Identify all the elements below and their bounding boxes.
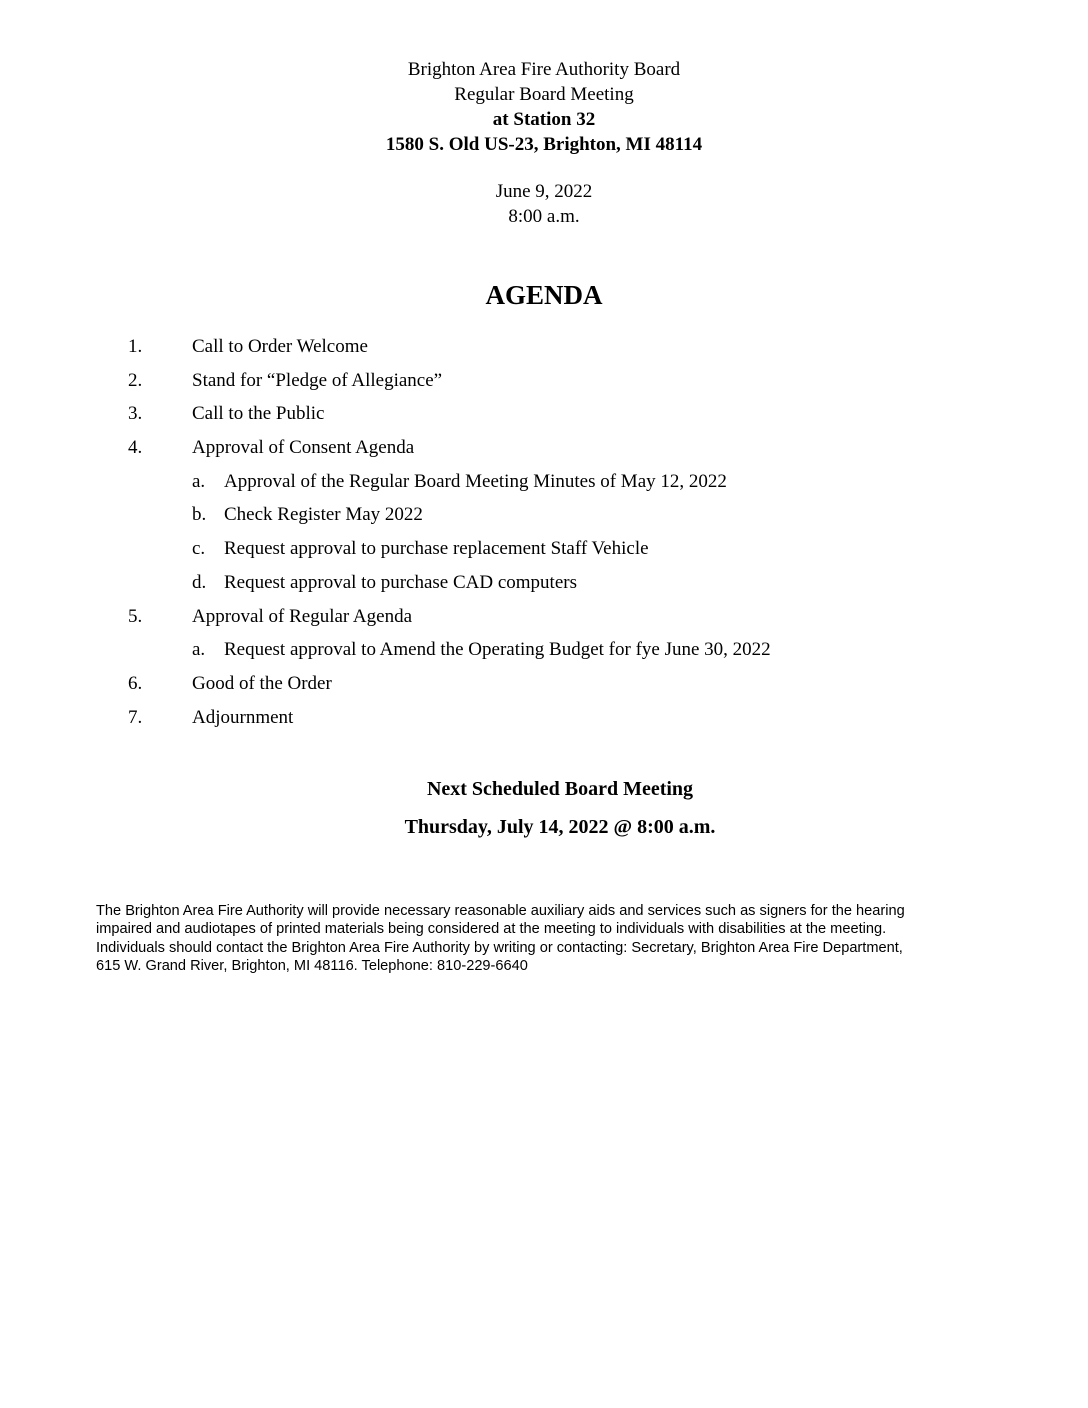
agenda-item-text: Approval of Consent Agenda: [192, 437, 415, 459]
agenda-item: [0, 435, 1088, 469]
meeting-location: at Station 32: [492, 109, 596, 130]
accessibility-notice: [96, 902, 996, 975]
agenda-subitem: [0, 637, 1088, 671]
notice-line: The Brighton Area Fire Authority will provide necessary reasonable auxiliary aids and services such as signers for the hearing: [96, 903, 905, 919]
agenda-subitem: [0, 536, 1088, 570]
meeting-header: [0, 57, 1088, 157]
next-meeting-heading: Next Scheduled Board Meeting: [426, 778, 694, 800]
meeting-datetime: [0, 179, 1088, 229]
agenda-subitem-letter: a.: [192, 470, 206, 492]
agenda-subitem-text: Request approval to Amend the Operating Budget for fye June 30, 2022: [224, 639, 771, 661]
agenda-item-number: 6.: [128, 672, 143, 694]
meeting-address: 1580 S. Old US-23, Brighton, MI 48114: [385, 134, 703, 155]
agenda-item-number: 2.: [128, 369, 143, 391]
agenda-list: [0, 334, 1088, 738]
notice-line: Individuals should contact the Brighton Area Fire Authority by writing or contacting: Secretary, Brighton Area Fire Department,: [96, 939, 903, 956]
meeting-type: Regular Board Meeting: [454, 84, 634, 105]
agenda-item-number: 3.: [128, 403, 143, 425]
agenda-item-text: Stand for “Pledge of Allegiance”: [192, 369, 443, 391]
notice-line: 615 W. Grand River, Brighton, MI 48116. Telephone: 810-229-6640: [96, 957, 528, 974]
agenda-item-number: 7.: [128, 706, 143, 728]
agenda-subitem: [0, 469, 1088, 503]
meeting-date: June 9, 2022: [495, 181, 593, 202]
agenda-item-number: 5.: [128, 605, 143, 627]
agenda-item: [0, 401, 1088, 435]
agenda-item: [0, 368, 1088, 402]
agenda-item: [0, 604, 1088, 638]
board-name: Brighton Area Fire Authority Board: [407, 59, 681, 80]
agenda-subitem-letter: c.: [192, 538, 206, 560]
agenda-subitem-text: Request approval to purchase replacement Staff Vehicle: [224, 538, 649, 560]
agenda-item-text: Approval of Regular Agenda: [192, 605, 413, 627]
agenda-subitem-letter: d.: [192, 571, 207, 593]
meeting-time: 8:00 a.m.: [508, 206, 580, 227]
agenda-subitem-letter: a.: [192, 639, 206, 661]
agenda-subitem-text: Approval of the Regular Board Meeting Minutes of May 12, 2022: [224, 470, 727, 492]
agenda-item: [0, 671, 1088, 705]
agenda-item-text: Call to the Public: [192, 403, 325, 425]
agenda-item: [0, 705, 1088, 739]
agenda-item-text: Adjournment: [192, 706, 294, 728]
agenda-subitem-text: Check Register May 2022: [224, 504, 423, 526]
agenda-subitem-letter: b.: [192, 504, 207, 526]
agenda-item-text: Good of the Order: [192, 672, 332, 694]
agenda-subitem: [0, 570, 1088, 604]
next-meeting-datetime: Thursday, July 14, 2022 @ 8:00 a.m.: [404, 816, 716, 838]
agenda-item-number: 4.: [128, 437, 143, 459]
agenda-title: AGENDA: [485, 280, 603, 310]
agenda-subitem: [0, 502, 1088, 536]
agenda-item-text: Call to Order Welcome: [192, 336, 368, 357]
agenda-item-number: 1.: [128, 336, 143, 357]
next-meeting: [0, 776, 1088, 840]
agenda-item: [0, 334, 1088, 368]
notice-line: impaired and audiotapes of printed materials being considered at the meeting to individuals with disabilities at the meeting.: [96, 921, 887, 938]
agenda-subitem-text: Request approval to purchase CAD computers: [224, 571, 577, 593]
